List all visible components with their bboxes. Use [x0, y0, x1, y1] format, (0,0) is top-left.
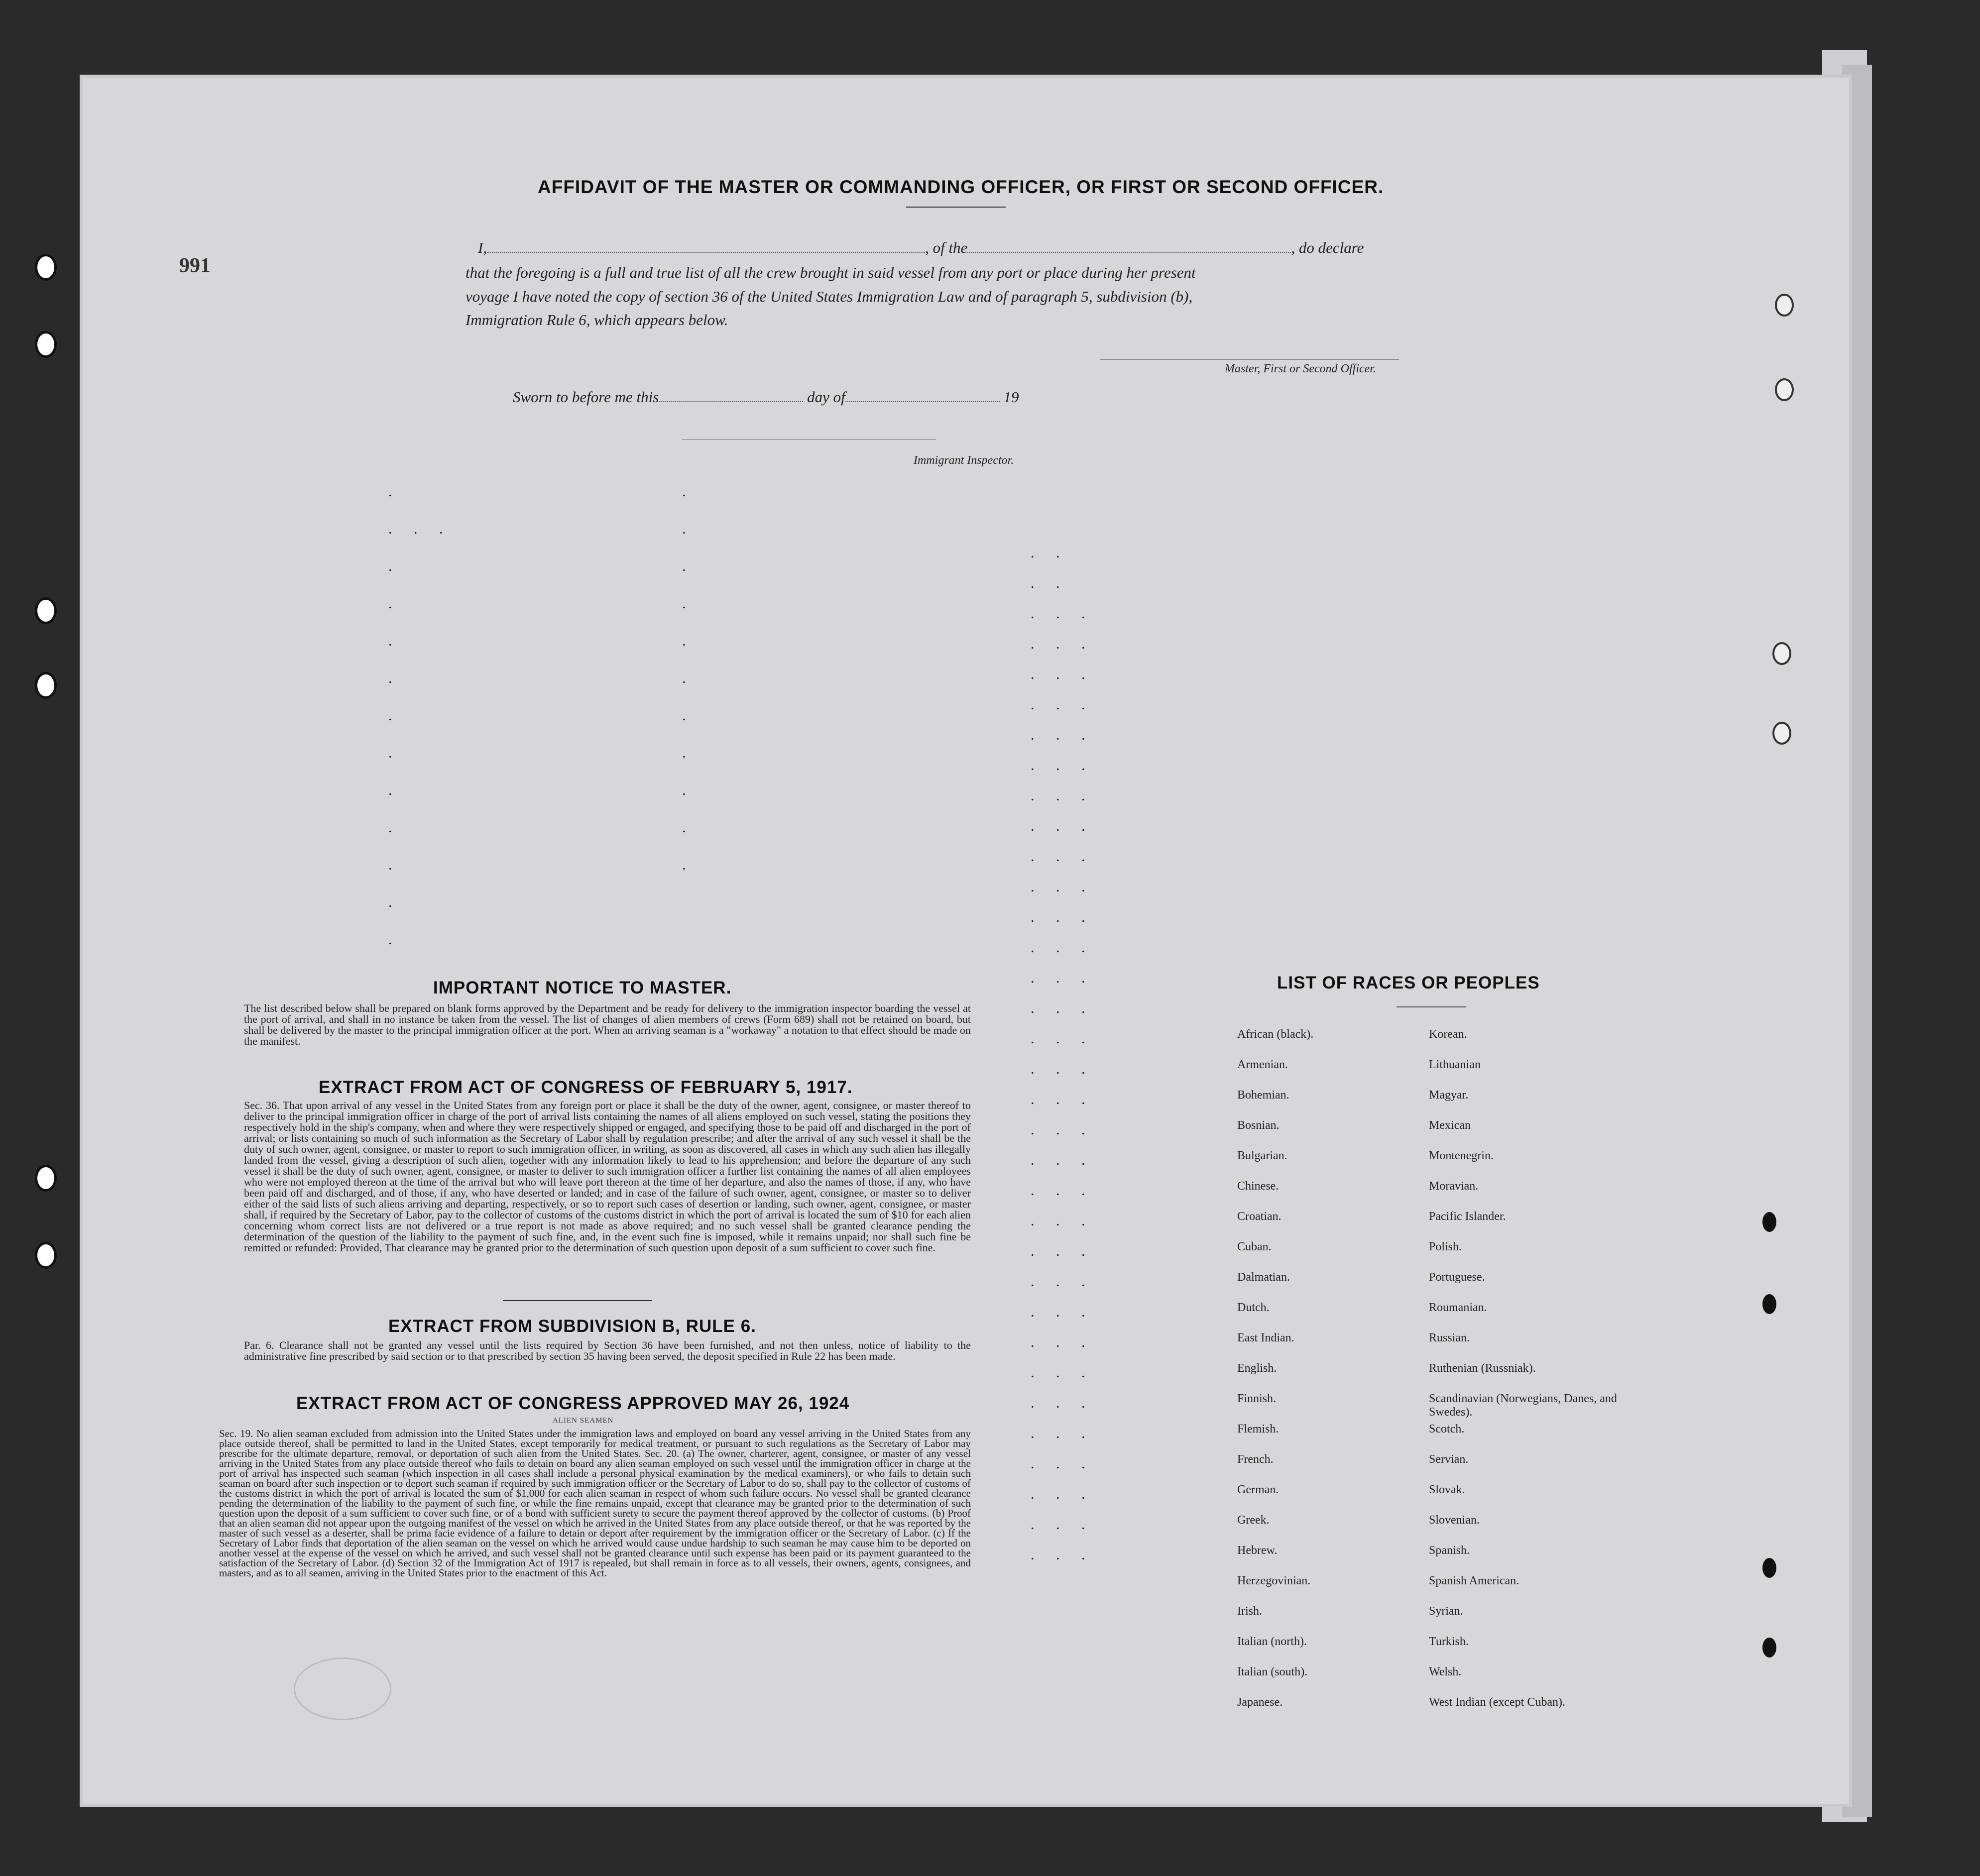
race-item: Russian.: [1429, 1331, 1470, 1344]
race-item: Moravian.: [1429, 1180, 1479, 1193]
notice-title: IMPORTANT NOTICE TO MASTER.: [433, 978, 732, 997]
extract-rule6-title: EXTRACT FROM SUBDIVISION B, RULE 6.: [388, 1317, 756, 1336]
binder-hole: [1762, 1294, 1776, 1314]
extract-rule6-text: Par. 6. Clearance shall not be granted any vessel until the lists required by Section 36 have been furnished, and not then unless, notice of liability to the administrative fine prescribed by said section or to that prescribed by section 35 having been served, the deposit specified in Rule 22 has been made.: [244, 1339, 971, 1362]
race-item: Slovak.: [1429, 1483, 1465, 1496]
inspector-caption: Immigrant Inspector.: [914, 454, 1014, 467]
race-item: Spanish.: [1429, 1544, 1470, 1557]
binder-hole: [35, 597, 57, 624]
bleed-dots-col2: . . . . . . . . . . .: [682, 483, 695, 873]
race-item: Dalmatian.: [1237, 1271, 1290, 1284]
race-item: Dutch.: [1237, 1301, 1270, 1314]
binder-hole: [35, 1242, 57, 1269]
race-item: Herzegovinian.: [1237, 1574, 1311, 1587]
race-item: Roumanian.: [1429, 1301, 1487, 1314]
race-item: Slovenian.: [1429, 1514, 1480, 1527]
races-title: LIST OF RACES OR PEOPLES: [1277, 973, 1540, 993]
race-item: Polish.: [1429, 1240, 1462, 1253]
extract-1917-title: EXTRACT FROM ACT OF CONGRESS OF FEBRUARY 5, 1917.: [319, 1078, 853, 1097]
races-title-rule: [1397, 1006, 1466, 1007]
extract-1917-rule: [503, 1300, 652, 1301]
races-column-1: [1237, 1028, 1313, 1726]
binder-hole: [1772, 642, 1791, 665]
race-item: Irish.: [1237, 1605, 1262, 1618]
race-item: Greek.: [1237, 1514, 1270, 1527]
race-item: Chinese.: [1237, 1180, 1279, 1193]
race-item: Turkish.: [1429, 1635, 1469, 1648]
race-item: Finnish.: [1237, 1392, 1277, 1405]
affidavit-line4: Immigration Rule 6, which appears below.: [466, 311, 728, 329]
affidavit-line2: that the foregoing is a full and true list of all the crew brought in said vessel from any port or place during her present: [466, 264, 1196, 281]
affidavit-line3: voyage I have noted the copy of section 36 of the United States Immigration Law and of paragraph 5, subdivision (b),: [466, 288, 1193, 305]
race-item: East Indian.: [1237, 1331, 1294, 1344]
race-item: Bohemian.: [1237, 1089, 1289, 1102]
race-item: Spanish American.: [1429, 1574, 1519, 1587]
binder-hole: [35, 254, 57, 281]
race-item: Croatian.: [1237, 1210, 1281, 1223]
race-item: West Indian (except Cuban).: [1429, 1696, 1565, 1709]
binder-hole: [1775, 378, 1794, 401]
race-item: Bulgarian.: [1237, 1149, 1287, 1162]
race-item: French.: [1237, 1453, 1274, 1466]
notice-text: The list described below shall be prepared on blank forms approved by the Department and be ready for delivery to the immigration inspector boarding the vessel at the port of arrival, and shall in no instance be taken from the vessel. The list of changes of alien members of crews (Form 689) shall not be retained on board, but shall be delivered by the master to the principal immigration officer at the port. When an arriving seaman is a "workaway" a notation to that effect should be made on the manifest.: [244, 1002, 971, 1047]
race-item: Scandinavian (Norwegians, Danes, and Swedes).: [1429, 1392, 1617, 1419]
extract-1924-subtitle: ALIEN SEAMEN: [553, 1417, 614, 1425]
bleed-dots-col3: . . . . . . . . . . . . . . . . . . . . . . . . . . . . . . . . . . . . . . . . . . . . . . . . . . . . . . . . . . . . . . . . . . . . . . . . . . . . . . . . . . . . . . . . . . . . . . . . . . . .: [1031, 545, 1094, 1563]
binder-hole: [1762, 1638, 1776, 1657]
race-item: English.: [1237, 1362, 1277, 1375]
binder-hole: [35, 331, 57, 358]
race-item: Japanese.: [1237, 1696, 1283, 1709]
binder-hole: [1775, 294, 1794, 317]
race-item: Servian.: [1429, 1453, 1469, 1466]
affidavit-title-rule: [906, 207, 1006, 208]
race-item: Hebrew.: [1237, 1544, 1278, 1557]
extract-1924-title: EXTRACT FROM ACT OF CONGRESS APPROVED MAY 26, 1924: [296, 1394, 850, 1413]
bleed-dots-col1: . . . . . . . . . . . . . . .: [388, 483, 452, 948]
race-item: Italian (south).: [1237, 1665, 1308, 1678]
signature-line: [1100, 359, 1399, 360]
faint-stamp: [294, 1657, 391, 1720]
signature-caption: Master, First or Second Officer.: [1225, 362, 1376, 375]
extract-1924-text: Sec. 19. No alien seaman excluded from admission into the United States under the immigration laws and employed on board any vessel arriving in the United States from any place outside thereof, shall be permitted to land in the United States, except temporarily for medical treatment, or pursuant to such regulations as the Secretary of Labor may prescribe for the ultimate departure, removal, or deportation of such alien from the United States. Sec. 20. (a) The owner, charterer, agent, consignee, or master of any vessel arriving in the United States from any place outside thereof who fails to detain on board any alien seaman employed on such vessel until the immigration officer in charge at the port of arrival has inspected such seaman (which inspection in all cases shall include a personal physical examination by the medical examiners), or who fails to detain such seaman on board after such inspection or to deport such seaman if required by such immigration officer or the Secretary of Labor to do so, shall pay to the collector of customs of the customs district in which the port of arrival is located the sum of $1,000 for each alien seaman in respect of whom such failure occurs. No vessel shall be granted clearance pending the determination of the liability to the payment of such fine, or while the fine remains unpaid, except that clearance may be granted prior to the determination of such question upon the deposit of a sum sufficient to cover such fine, or of a bond with sufficient surety to secure the payment thereof approved by the collector of customs. (b) Proof that an alien seaman did not appear upon the outgoing manifest of the vessel on which he arrived in the United States from any place outside thereof, or that he was reported by the master of such vessel as a deserter, shall be prima facie evidence of a failure to detain or deport after requirement by the immigration officer or the Secretary of Labor. (c) If the Secretary of Labor finds that deportation of the alien seaman on the vessel on which he arrived would cause undue hardship to such seaman he may cause him to be deported on another vessel at the expense of the vessel on which he arrived, and such vessel shall not be granted clearance until such expense has been paid or its payment guaranteed to the satisfaction of the Secretary of Labor. (d) Section 32 of the Immigration Act of 1917 is repealed, but shall remain in force as to all vessels, their owners, agents, consignees, and masters, and as to all seamen, arriving in the United States prior to the enactment of this Act.: [219, 1428, 971, 1579]
race-item: Cuban.: [1237, 1240, 1272, 1253]
affidavit-title: AFFIDAVIT OF THE MASTER OR COMMANDING OFFICER, OR FIRST OR SECOND OFFICER.: [538, 177, 1384, 197]
race-item: Montenegrin.: [1429, 1149, 1494, 1162]
sworn-line: Sworn to before me this day of 19: [513, 388, 1019, 406]
extract-1917-text: Sec. 36. That upon arrival of any vessel in the United States from any foreign port or place it shall be the duty of the owner, agent, consignee, or master thereof to deliver to the principal immigration officer in charge of the port of arrival lists containing the names of all aliens employed on such vessel, stating the positions they respectively hold in the ship's company, when and where they were respectively shipped or engaged, and specifying those to be paid off and discharged in the port of arrival; or lists containing so much of such information as the Secretary of Labor shall by regulation prescribe; and after the arrival of any such vessel it shall be the duty of such owner, agent, consignee, or master to report to such immigration officer, in writing, as soon as discovered, all cases in which any such alien has illegally landed from the vessel, giving a description of such alien, together with any information likely to lead to his apprehension; and before the departure of any such vessel it shall be the duty of such owner, agent, consignee, or master to deliver to such immigration officer a further list containing the names of all alien employees who were not employed thereon at the time of the arrival but who will leave port thereon at the time of her departure, and also the names of those, if any, who have been paid off and discharged, and of those, if any, who have deserted or landed; and in case of the failure of such owner, agent, consignee, or master so to deliver either of the said lists of such aliens arriving and departing, respectively, or so to report such cases of desertion or landing, such owner, agent, consignee, or master shall, if required by the Secretary of Labor, pay to the collector of customs of the customs district in which the port of arrival is located the sum of $10 for each alien concerning whom correct lists are not delivered or a true report is not made as above required; and no such vessel shall be granted clearance pending the determination of the question of the liability to the payment of such fine, and, in the event such fine is imposed, while it remains unpaid; nor shall such fine be remitted or refunded: Provided, That clearance may be granted prior to the determination of such question upon deposit of a sum sufficient to cover such fine.: [244, 1099, 971, 1254]
race-item: African (black).: [1237, 1028, 1314, 1041]
race-item: Armenian.: [1237, 1058, 1288, 1071]
binder-hole: [35, 1165, 57, 1192]
race-item: Syrian.: [1429, 1605, 1463, 1618]
binder-hole: [1762, 1558, 1776, 1578]
race-item: Portuguese.: [1429, 1271, 1485, 1284]
race-item: German.: [1237, 1483, 1279, 1496]
race-item: Ruthenian (Russniak).: [1429, 1362, 1536, 1375]
race-item: Welsh.: [1429, 1665, 1462, 1678]
binder-hole: [35, 672, 57, 699]
race-item: Mexican: [1429, 1119, 1471, 1132]
inspector-line: [682, 439, 936, 440]
margin-number: 991: [179, 254, 211, 277]
race-item: Bosnian.: [1237, 1119, 1280, 1132]
race-item: Magyar.: [1429, 1089, 1469, 1102]
race-item: Pacific Islander.: [1429, 1210, 1506, 1223]
affidavit-line1: I, , of the , do declare: [478, 239, 1364, 256]
race-item: Italian (north).: [1237, 1635, 1307, 1648]
race-item: Flemish.: [1237, 1423, 1279, 1435]
binder-hole: [1762, 1212, 1776, 1232]
race-item: Scotch.: [1429, 1423, 1465, 1435]
races-column-2: [1429, 1028, 1628, 1726]
race-item: Lithuanian: [1429, 1058, 1481, 1071]
binder-hole: [1772, 722, 1791, 745]
race-item: Korean.: [1429, 1028, 1467, 1041]
